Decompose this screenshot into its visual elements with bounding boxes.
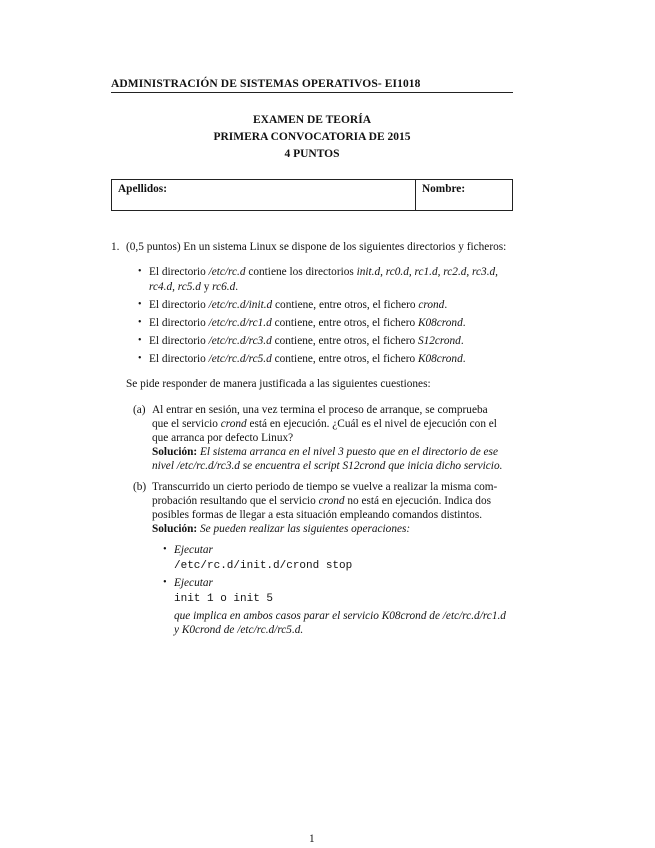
- option-2-command: init 1 o init 5: [174, 593, 274, 605]
- course-title: ADMINISTRACIÓN DE SISTEMAS OPERATIVOS- EI1018: [111, 78, 421, 90]
- part-a-question-line: que el servicio crond está en ejecución. ¿Cuál es el nivel de ejecución con el: [152, 418, 497, 430]
- list-item-continuation: rc4.d, rc5.d y rc6.d.: [149, 281, 239, 293]
- name-label: Nombre:: [422, 183, 466, 195]
- part-b-solution: Solución: Se pueden realizar las siguientes operaciones:: [152, 523, 411, 535]
- header-divider: [111, 92, 513, 93]
- option-note-line: y K0crond de /etc/rc.d/rc5.d.: [174, 624, 304, 636]
- option-2-label: • Ejecutar: [174, 576, 213, 590]
- request-text: Se pide responder de manera justificada a las siguientes cuestiones:: [126, 378, 431, 390]
- part-a-question-line: Al entrar en sesión, una vez termina el proceso de arranque, se comprueba: [152, 404, 488, 416]
- question-intro: (0,5 puntos) En un sistema Linux se dispone de los siguientes directorios y ficheros:: [126, 241, 507, 253]
- part-a-question-line: que arranca por defecto Linux?: [152, 432, 294, 444]
- student-info-box: [111, 179, 513, 211]
- page-number: 1: [309, 833, 315, 845]
- list-item: • El directorio /etc/rc.d contiene los directorios init.d, rc0.d, rc1.d, rc2.d, rc3.d,: [149, 265, 498, 279]
- part-b-question-line: probación resultando que el servicio crond no está en ejecución. Indica dos: [152, 495, 492, 507]
- option-1-label: • Ejecutar: [174, 543, 213, 557]
- name-field[interactable]: [416, 180, 512, 210]
- list-item: • El directorio /etc/rc.d/init.d contiene, entre otros, el fichero crond.: [149, 298, 447, 312]
- option-note-line: que implica en ambos casos parar el servicio K08crond de /etc/rc.d/rc1.d: [174, 610, 506, 622]
- question-number: 1.: [111, 241, 120, 253]
- option-1-command: /etc/rc.d/init.d/crond stop: [174, 560, 353, 572]
- part-b-label: (b): [133, 481, 147, 493]
- list-item: • El directorio /etc/rc.d/rc3.d contiene, entre otros, el fichero S12crond.: [149, 334, 464, 348]
- surname-label: Apellidos:: [118, 183, 167, 195]
- exam-title: EXAMEN DE TEORÍA: [253, 114, 371, 126]
- part-b-question-line: Transcurrido un cierto periodo de tiempo se vuelve a realizar la misma com-: [152, 481, 498, 493]
- list-item: • El directorio /etc/rc.d/rc1.d contiene, entre otros, el fichero K08crond.: [149, 316, 466, 330]
- list-item: • El directorio /etc/rc.d/rc5.d contiene, entre otros, el fichero K08crond.: [149, 352, 466, 366]
- part-a-solution: Solución: El sistema arranca en el nivel 3 puesto que en el directorio de ese: [152, 446, 498, 458]
- part-b-question-line: posibles formas de llegar a esta situación empleando comandos distintos.: [152, 509, 483, 521]
- exam-points: 4 PUNTOS: [284, 148, 340, 160]
- surname-field[interactable]: [112, 180, 416, 210]
- part-a-label: (a): [133, 404, 146, 416]
- part-a-solution-line: nivel /etc/rc.d/rc3.d se encuentra el script S12crond que inicia dicho servicio.: [152, 460, 503, 472]
- exam-session: PRIMERA CONVOCATORIA DE 2015: [213, 131, 411, 143]
